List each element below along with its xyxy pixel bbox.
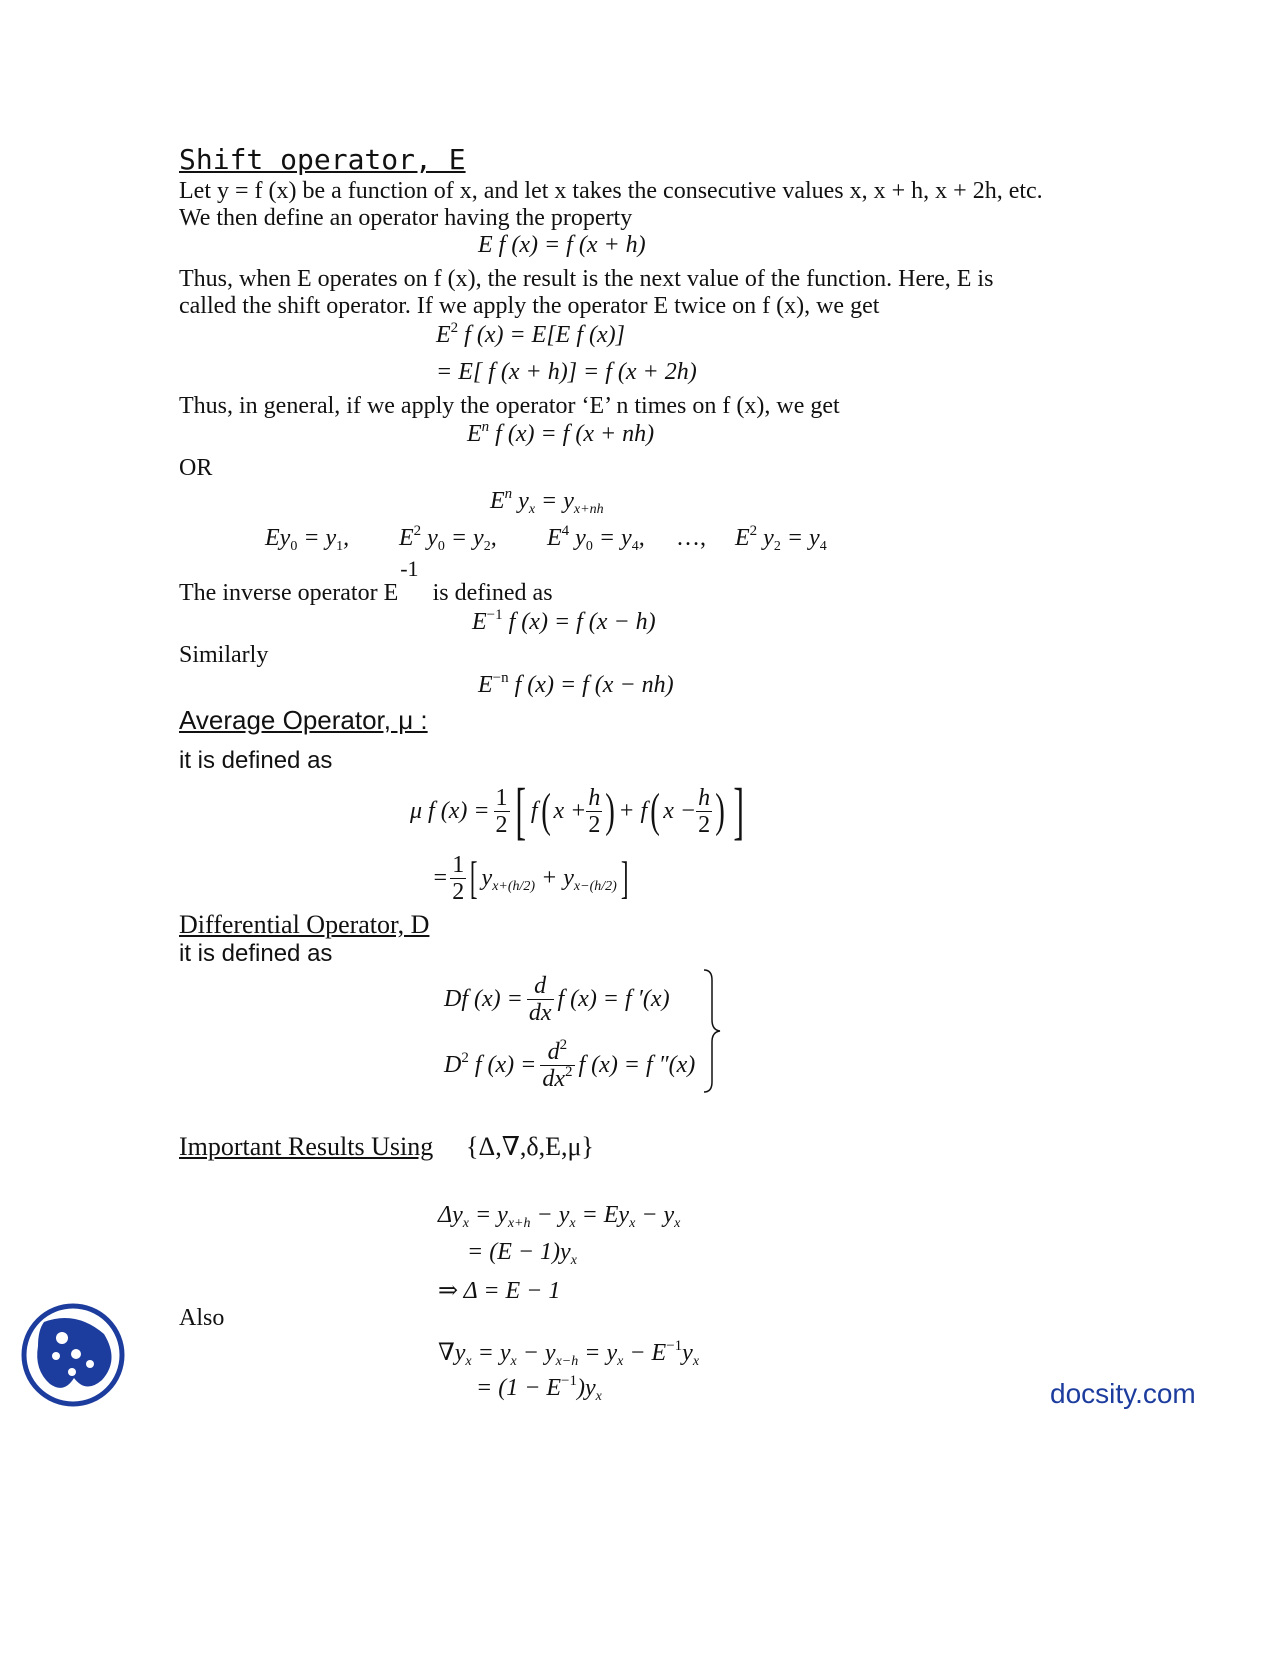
- shift-heading: Shift operator, E: [179, 143, 466, 176]
- ellipsis: …,: [676, 525, 706, 551]
- right-brace: [700, 968, 724, 1094]
- eq-differential-2: $D^2$ f (x) = $\frac{d^2}{dx^2}$ f (x) = f ″(x): [444, 1036, 696, 1092]
- eq-e-squared: $E^2$ f (x) = E[E f (x)]: [436, 320, 625, 348]
- eq-delta-2-text: = (E − 1)y: [467, 1239, 571, 1265]
- eq-e-n: $E^n$ f (x) = f (x + nh): [467, 419, 655, 447]
- similarly-label: Similarly: [179, 642, 269, 668]
- shift-line-4: called the shift operator. If we apply the operator E twice on f (x), we get: [179, 293, 880, 319]
- eq-e2y0: $E^2$ $y_0 = y_2$,: [399, 523, 497, 554]
- eq-delta-3: ⇒ Δ = E − 1: [438, 1278, 561, 1304]
- inverse-sup: -1: [400, 556, 419, 581]
- eq-e4y0: $E^4$ $y_0 = y_4$,: [547, 523, 645, 554]
- eq-shift-definition: E f (x) = f (x + h): [478, 232, 646, 258]
- eq-e2y2: $E^2$ $y_2 = y_4$: [735, 523, 827, 554]
- also-label: Also: [179, 1305, 225, 1331]
- eq-e-n-y: $E^n$ $y_x = y_{x+nh}$: [490, 486, 604, 517]
- docsity-watermark[interactable]: docsity.com: [1050, 1378, 1196, 1409]
- inverse-line: [179, 556, 553, 607]
- shift-line-1: Let y = f (x) be a function of x, and let x takes the consecutive values x, x + h, x + 2h, etc.: [179, 178, 1043, 204]
- results-operator-set: {Δ,∇,δ,E,μ}: [466, 1132, 594, 1161]
- results-heading: Important Results Using: [179, 1132, 434, 1161]
- average-defined: it is defined as: [179, 747, 333, 774]
- average-heading: Average Operator, μ :: [179, 705, 428, 735]
- eq-average-2: = $\frac{1}{2}$ [ $y_{x+(h/2)} + y_{x-(h/2)}$ ]: [432, 851, 629, 905]
- eq-differential-1: Df (x) = $\frac{d}{dx}$ f (x) = f ′(x): [444, 972, 670, 1026]
- docsity-logo-icon: [20, 1302, 126, 1408]
- eq-average-1: μ f (x) = $\frac{1}{2}$ [ f ( x + $\frac{h}{2}$ ) + f ( x − $\frac{h}{2}$ ) ]: [410, 775, 745, 846]
- inverse-pre: The inverse operator E: [179, 580, 399, 606]
- eq-e-squared-result: = E[ f (x + h)] = f (x + 2h): [436, 359, 697, 385]
- shift-line-3: Thus, when E operates on f (x), the result is the next value of the function. Here, E is: [179, 266, 994, 292]
- differential-defined: it is defined as: [179, 940, 333, 967]
- eq-e-inverse: $E^{-1}$ f (x) = f (x − h): [472, 607, 656, 635]
- eq-delta-2: = $(E - 1)y_x$: [467, 1239, 577, 1268]
- eq-nabla-2: = $(1 - E^{-1})y_x$: [476, 1373, 602, 1404]
- shift-line-2: We then define an operator having the property: [179, 205, 633, 231]
- eq-e-minus-n: $E^{-n}$ f (x) = f (x − nh): [478, 670, 674, 698]
- eq-nabla-1: $\nabla y_x = y_x - y_{x-h} = y_x - E^{-1}y_x$: [438, 1338, 700, 1369]
- eq-ey0: $Ey_0 = y_1$,: [265, 525, 350, 554]
- inverse-post: is defined as: [432, 580, 553, 606]
- differential-heading: Differential Operator, D: [179, 910, 430, 939]
- eq-delta-1: $\Delta y_x = y_{x+h} - y_x = Ey_x - y_x$: [438, 1202, 681, 1231]
- shift-line-5: Thus, in general, if we apply the operator ‘E’ n times on f (x), we get: [179, 393, 840, 419]
- or-label: OR: [179, 455, 213, 481]
